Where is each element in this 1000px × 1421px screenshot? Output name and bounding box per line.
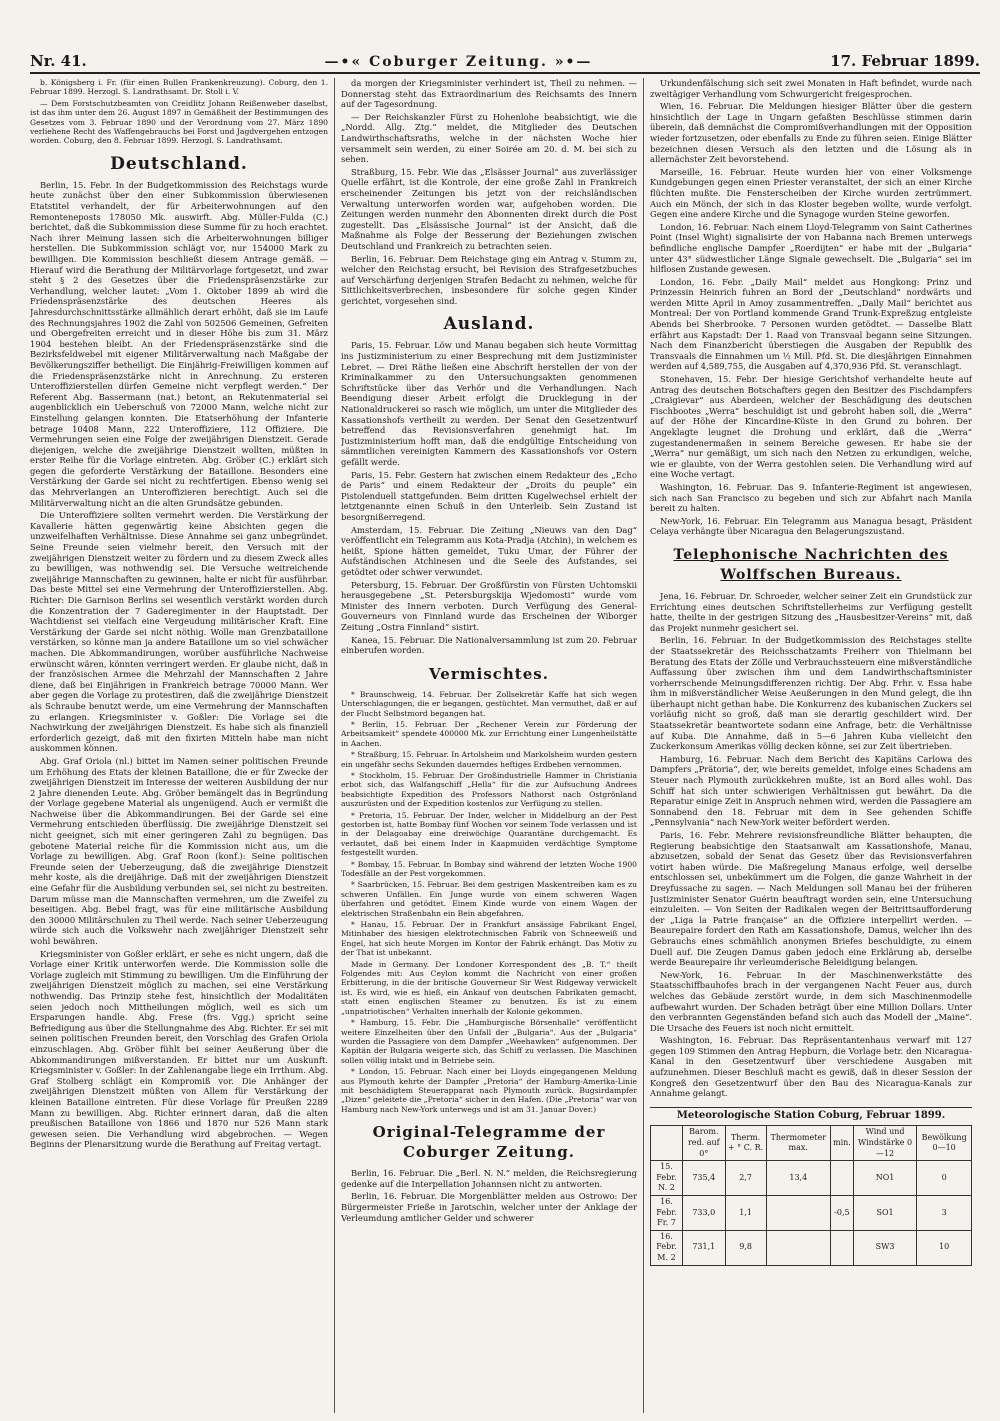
weather-col-header: Thermometer max. (766, 1126, 830, 1161)
news-item: * Hanau, 15. Februar. Der in Frankfurt ansässige Fabrikant Engel, Mitinhaber des hiesigen elektrotechnischen Fabrik von Schneeweiß und Engel, hat sich heute Morgen im Kontor der Fabrik erhängt. Das Motiv zu der That ist unbekannt. (341, 920, 637, 958)
weather-col-header (651, 1126, 683, 1161)
weather-cell: NO1 (853, 1161, 916, 1196)
article-paragraph: New-York, 16. Februar. In der Maschinenwerkstätte des Staatsschiffbauhofes brach in der vergangenen Nacht Feuer aus, durch welches das Gebäude zerstört wurde, in dem sich Maschinenmodelle aufbewahrt wurden. Der Schaden beträgt über eine Million Dollars. Unter den verbrannten Gegenständen befand sich auch das Modell der „Maine“. Die Ursache des Feuers ist noch nicht ermittelt. (650, 969, 972, 1033)
article-paragraph: da morgen der Kriegsminister verhindert ist, Theil zu nehmen. — Donnerstag steht das Extraordinarium des Reichsamts des Innern auf der Tagesordnung. (341, 78, 637, 110)
issue-number: Nr. 41. (30, 52, 87, 70)
article-paragraph: Paris, 15. Febr. Gestern hat zwischen einem Redakteur des „Echo de Paris“ und einem Redakteur der „Droits du peuple“ ein Pistolenduell stattgefunden. Beim dritten Kugelwechsel erhielt der letztgenannte einen Schuß in den Unterleib. Sein Zustand ist besorgnißerregend. (341, 469, 637, 522)
weather-cell: 735,4 (682, 1161, 725, 1196)
article-paragraph: Washington, 16. Februar. Das Repräsentantenhaus verwarf mit 127 gegen 109 Stimmen den Antrag Hepburn, die Vorlage betr. den Nicaragua-Kanal in den Gesetzentwurf über verschiedene Ausgaben mit aufzunehmen. Dieser Beschluß macht es gewiß, daß in dieser Session der Kongreß den Gesetzentwurf über den Bau des Nicaragua-Kanals zur Annahme gelangt. (650, 1035, 972, 1099)
weather-cell: 0 (917, 1161, 972, 1196)
weather-table-row (651, 1230, 972, 1265)
weather-table-row (651, 1196, 972, 1231)
weather-cell: 3 (917, 1196, 972, 1231)
section-heading-deutschland: Deutschland. (110, 153, 248, 174)
article-paragraph: Marseille, 16. Februar. Heute wurden hier von einer Volksmenge Kundgebungen gegen einen Priester veranstaltet, der sich an einer Kirche flüchten mußte. Die Fensterscheiben der Kirche wurden zertrümmert. Auch ein Mönch, der sich in das Kloster begeben wollte, wurde verfolgt. Gegen eine andere Kirche und die Synagoge wurden Steine geworfen. (650, 166, 972, 220)
weather-cell: 9,8 (725, 1230, 766, 1265)
weather-cell: 15. Febr. N. 2 (651, 1161, 683, 1196)
article-paragraph: Kanea, 15. Februar. Die Nationalversammlung ist zum 20. Februar einberufen worden. (341, 634, 637, 656)
weather-table-title: Meteorologische Station Coburg, Februar 1899. (650, 1107, 972, 1122)
weather-table (650, 1125, 972, 1265)
weather-cell: 16. Febr. M. 2 (651, 1230, 683, 1265)
weather-col-header: Barom. red. auf 0° (682, 1126, 725, 1161)
article-paragraph: Wien, 16. Februar. Die Meldungen hiesiger Blätter über die gestern hinsichtlich der Lage in Ungarn gefaßten Beschlüsse stimmen darin überein, daß demnächst die Compromißverhandlungen mit der Opposition wieder fortzusetzen, oder ebenfalls zu Ende zu führen seien. Einige Blätter bezeichnen diesen Versuch als den letzten und die Lösung als in allernächster Zeit bevorstehend. (650, 101, 972, 165)
weather-col-header: Bewölkung 0—10 (917, 1126, 972, 1161)
notice-forester: — Dem Forstschutzbeamten von Creidlitz Johann Reißenweber daselbst, ist das ihm unter dem 26. August 1897 in Gemäßheit der Bestimmungen des Gesetzes vom 3. Februar 1890 und der Verordnung vom 27. März 1890 verliehene Recht des Waffengebrauchs bei Forst und Jagdvergehen entzogen worden. Coburg, den 8. Februar 1899. Herzogl. S. Landrathsamt. (30, 98, 328, 146)
weather-cell: 733,0 (682, 1196, 725, 1231)
weather-col-header: min. (831, 1126, 854, 1161)
article-paragraph: Amsterdam, 15. Februar. Die Zeitung „Nieuws van den Dag“ veröffentlicht ein Telegramm aus Kota-Pradja (Atchin), in welchem es heißt, Spione hätten gemeldet, Tuku Umar, der Führer der Aufständischen Atchinesen und die Seele des Aufstandes, sei getödtet oder schwer verwundet. (341, 524, 637, 577)
weather-table-row (651, 1161, 972, 1196)
article-paragraph: Kriegsminister von Goßler erklärt, er sehe es nicht ungern, daß die Vorlage einer Kritik unterworfen werde. Die Kommission solle die Vorlage zugleich mit Stimmung zu bewilligen. Um die Einführung der zweijährigen Dienstzeit möglich zu machen, sei eine Verstärkung nothwendig. Das Prinzip stehe fest, hinsichtlich der Modalitäten seien jedoch noch Mittheilungen möglich, weil es sich um Ersparungen handle. Abg. Frese (frs. Vgg.) spricht seine Befriedigung aus über die Stellungnahme des Abg. Richter. Er sei mit seinen politischen Freunden bereit, den Vorschlag des Grafen Oriola einzuschlagen. Abg. Gröber fühlt bei seiner Aeußerung über die Abkommandirungen mißverstanden. Er bittet nur um Auskunft. Kriegsminister v. Goßler: In der Zahlenangabe liege ein Irrthum. Abg. Graf Stolberg schlägt ein Kompromiß vor. Die Anhänger der zweijährigen Dienstzeit müßten von Allem für Verstärkung der kleinen Bataillone eintreten. Für diese Vorlage für Preußen 2289 Mann zu bewilligen. Abg. Richter erinnert daran, daß die alten preußischen Bataillone von 1866 und 1870 nur 526 Mann stark gewesen seien. Die Verhandlung wird abgebrochen. — Wegen Beginns der Plenarsitzung wurde die Berathung auf Freitag vertagt. (30, 948, 328, 1150)
news-item: * Hamburg, 15. Febr. Die „Hamburgische Börsenhalle“ veröffentlicht weitere Einzelheiten über den Unfall der „Bulgaria“. Aus der „Bulgaria“ wurden die Passagiere von dem Dampfer „Weehawken“ aufgenommen. Der Kapitän der Bulgaria weigerte sich, das Schiff zu verlassen. Die Maschinen sollen völlig intakt und in Betriebe sein. (341, 1018, 637, 1065)
masthead (30, 48, 980, 74)
weather-cell: SW3 (853, 1230, 916, 1265)
weather-cell: 10 (917, 1230, 972, 1265)
section-heading-vermischtes: Vermischtes. (429, 664, 549, 683)
article-paragraph: Die Unteroffiziere sollten vermehrt werden. Die Verstärkung der Kavallerie hätten gegenwärtig keine Absichten gegen die unzweifelhaften Verhältnisse. Diese Annahme sei ganz unbegründet. Seine Freunde seien vielmehr bereit, den Versuch mit der zweijährigen Dienstzeit weiter zu fördern und zu diesem Zweck alles zu bewilligen, was nothwendig sei. Die Versuche weitreichende zweijährige Mannschaften zu gewinnen, halte er nicht für ausführbar. Das beste Mittel sei eine Vermehrung der Unteroffizierstellen. Abg. Richter: Die Garnison Berlins sei wesentlich verstärkt worden durch die Konzentration der 7 Gaderegimenter in der Hauptstadt. Der Wachtdienst sei vielfach eine Vergeudung militärischer Kraft. Eine Verstärkung der Garde sei nicht nöthig. Wolle man Grenzbataillone verstärken, so könne man ja andere Bataillone um so viel schwächer machen. Die Abkommandirungen, worüber ausführliche Nachweise erwünscht wären, könnten verringert werden. Er glaube nicht, daß in der französischen Armee die Mehrzahl der Mannschaften 2 Jahre diene, daß bei Einjährigen in Frankreich betrage 70000 Mann. Wer aber gegen die Vorlage zu protestiren, daß die zweijährige Dienstzeit als Schraube benutzt werde, um eine Vermehrung der Mannschaften zu erlangen. Kriegsminister v. Goßler: Die Vorlage sei die Nachwirkung der zweijährigen Dienstzeit. Es habe sich als finanziell erforderlich gezeigt, daß mit den fixirten Mitteln habe man nicht auskommen können. (30, 510, 328, 754)
news-item: * Stockholm, 15. Februar. Der Großindustrielle Hammer in Christiania erbot sich, das Walfangschiff „Hella“ für die zur Aufsuchung Andrees beabsichtigte Expedition des Professors Nathorst nach Ostgrönland auszurüsten und der Expedition kostenlos zur Verfügung zu stellen. (341, 770, 637, 809)
weather-cell: 731,1 (682, 1230, 725, 1265)
weather-cell: -0,5 (831, 1196, 854, 1231)
article-paragraph: Berlin, 16. Februar. In der Budgetkommission des Reichstages stellte der Staatssekretär des Reichsschatzamts Freiherr von Thielmann bei Beratung des Etats der Zölle und Verbrauchssteuern eine mißverständliche Auffassung über zwischen ihm und dem Landwirthschaftsminister vorherrschende Meinungsdifferenzen richtig. Der Abg. Frhr. v. Essa habe ihm in mißverständlicher Weise Aeußerungen in den Mund gelegt, die ihn überhaupt nicht gethan habe. Die Konkurrenz des kubanischen Zuckers sei vorläufig nicht so groß, daß man sie derartig geschildert wird. Der Staatssekretär beantwortete sodann eine Anfrage, betr. die Verhältnisse auf Kuba. Die Annahme, daß in 5—6 Jahren Kuba vielleicht den Zuckerkonsum Amerikas völlig decken könne, sei zur Zeit übertrieben. (650, 635, 972, 752)
weather-cell (831, 1230, 854, 1265)
article-paragraph: Paris, 15. Februar. Löw und Manau begaben sich heute Vormittag ins Justizministerium zu einer Besprechung mit dem Justizminister Lebret. — Drei Räthe ließen eine Abschrift herstellen der von der Kriminalkammer zu den Untersuchungsakten genommenen Schriftstücke über das Verhör und die Verhandlungen. Nach Beendigung dieser Arbeit erfolgt die Drucklegung in der Nationaldruckerei so rasch wie möglich, um unter die Mitglieder des Kassationshofs vertheilt zu werden. Der Senat den Gesetzentwurf betreffend das Revisionsverfahren genehmigt hat. Im Justizministerium hofft man, daß die endgültige Entscheidung von sämmtlichen vereinigten Kammern des Kassationshofs vor Ostern gefällt werde. (341, 340, 637, 467)
article-paragraph: — Der Reichskanzler Fürst zu Hohenlohe beabsichtigt, wie die „Nordd. Allg. Ztg.“ meldet, die Mitglieder des Deutschen Landwirthschaftsraths, welche in der nächsten Woche hier versammelt sein werden, zu einer Soirée am 20. d. M. bei sich zu sehen. (341, 111, 637, 165)
news-item: * Pretoria, 15. Februar. Der Inder, welcher in Middelburg an der Pest gestorben ist, hatte Bombay fünf Wochen vor seinem Tode verlassen und ist in der Delagoabay eine dreiwöchige Quarantäne durchgemacht. Es verlautet, daß bei einem Inder in Kaapmuiden verdächtige Symptome festgestellt wurden. (341, 810, 637, 858)
article-paragraph: Berlin, 15. Febr. In der Budgetkommission des Reichstags wurde heute zunächst über den einer Subkommission überwiesenen Etatstitel verhandelt, der für Arbeiterwohnungen auf den Remonteneposts 178050 Mk. auswirft. Abg. Müller-Fulda (C.) berichtet, daß die Subkommission diese Summe für zu hoch erachtet. Nach ihrer Meinung lassen sich die Arbeiterwohnungen billiger herstellen. Die Subkommission schlägt vor, nur 154000 Mark zu bewilligen. Die Kommission beschließt diesem Antrage gemäß. — Hierauf wird die Berathung der Militärvorlage fortgesetzt, und zwar steht § 2 des Gesetzes über die Friedenspräsenzstärke zur Verhandlung, welcher lautet: „Vom 1. Oktober 1899 ab wird die Friedenspräsenzstärke des deutschen Heeres als Jahresdurchschnittsstärke allmählich derart erhöht, daß sie im Laufe des Rechnungsjahres 1902 die Zahl von 502506 Gemeinen, Gefreiten und Obergefreiten erreicht und in dieser Höhe bis zum 31. März 1904 bestehen bleibt. An der Friedenspräsenzstärke sind die Bezirksfeldwebel mit eigener Militärverwaltung nach Maßgabe der Bevölkerungsziffer betheiligt. Die Einjährig-Freiwilligen kommen auf die Friedenspräsenzstärke nicht in Anrechnung. Zu ersteren Unteroffizierstellen dürfen Gemeine nicht verpflegt werden.“ Der Referent Abg. Bassermann (nat.) betont, an Rekutenmaterial sei augenblicklich ein Ueberschuß von 72000 Mann, welche nicht zur Einstellung gelangen konnten. Die Etatserhöhung der Infanterie betrage 10408 Mann, 222 Unteroffiziere, 112 Offiziere. Die Vermehrungen seien eine Folge der zweijährigen Dienstzeit. Gerade diejenigen, welche die zweijährige Dienstzeit wollten, müßten in erster Reihe für die Vorlage eintreten. Abg. Gröber (C.) erklärt sich gegen die geforderte Verstärkung der Bataillone. Besonders eine Verstärkung der Garde sei nicht zu rechtfertigen. Ebenso wenig sei das Mehrverlangen an Unteroffizieren berechtigt. Auch sei die Militärverwaltung nicht an die alten Grundsätze gebunden. (30, 179, 328, 508)
article-paragraph: Hamburg, 16. Februar. Nach dem Bericht des Kapitäns Carlowa des Dampfers „Prätoria“, der, wie bereits gemeldet, infolge eines Schadens am Steuer nach Plymouth zurückkehren mußte, ist an Bord alles wohl. Das Schiff hat sich unter schwierigen Verhältnissen gut bewährt. Da die Reparatur einige Zeit in Anspruch nehmen wird, werden die Passagiere am Sonnabend den 18. Februar mit dem in See gehenden Schiffe „Pennsylvania“ nach New-York weiter befördert werden. (650, 753, 972, 828)
article-paragraph: Paris, 16. Febr. Mehrere revisionsfreundliche Blätter behaupten, die Regierung beabsichtige den Staatsanwalt am Kassationshofe, Manau, abzusetzen, sobald der Senat das Gesetz über das Revisionsverfahren votirt haben würde. Die Maßregelung Manaus erfolge, weil derselbe entschlossen sei, unbekümmert um die Folgen, die ganze Wahrheit in der Dreyfussache zu sagen. — Nach Meldungen soll Manau bei der früheren Justizminister Senator Guérin beauftragt worden sein, eine Untersuchung einzuleiten. — Von Seiten der Radikalen wegen der Beitrittsaufforderung der „Liga la Patrie française“ an die Offiziere interpellirt werden. — Beaurepaire fordert den Rath am Kassationshofe, Damus, welcher ihn des Gebrauchs eines schmählich anonymen Briefes beschuldigte, zu einem Duell auf. Die Zeugen Damus gaben jedoch eine Erklärung ab, derselbe werde Beaurepaire ihr verleumderische Beleidigung belangen. (650, 830, 972, 968)
section-heading-telephonische-nachrichten: Telephonische Nachrichten des Wolffschen Bureaus. (673, 546, 949, 583)
news-item: Made in Germany. Der Londoner Korrespondent des „B. T.“ theilt Folgendes mit: Aus Ceylon kommt die Nachricht von einer großen Erbitterung, in die der britische Gouverneur Sir West Ridgeway verwickelt ist. Es wird, wie es hieß, ein Ankauf von deutschen Fabrikaten gemacht, statt einen englischen Steamer zu benutzen. Es ist zu einem „unpatriotischen“ Verhalten innerhalb der Kolonie gekommen. (341, 959, 637, 1016)
news-item: * Straßburg, 15. Februar. In Artolsheim und Markolsheim wurden gestern ein ungefähr sechs Sekunden dauerndes heftiges Erdbeben vernommen. (341, 750, 637, 769)
column-1 (30, 78, 335, 1413)
news-item: * Berlin, 15. Februar. Der „Rechener Verein zur Förderung der Arbeitsamkeit“ spendete 400000 Mk. zur Errichtung einer Lungenheilstätte in Aachen. (341, 719, 637, 748)
article-paragraph: New-York, 16. Februar. Ein Telegramm aus Managua besagt, Präsident Celaya verhängte über Nicaragua den Belagerungszustand. (650, 515, 972, 537)
weather-cell: SO1 (853, 1196, 916, 1231)
notice-intro: b. Königsberg i. Fr. (für einen Bullen Frankenkreuzung). Coburg, den 1. Februar 1899. Herzogl. S. Landrathsamt. Dr. Stoll i. V. (30, 78, 328, 97)
weather-cell (766, 1196, 830, 1231)
weather-table-header-row (651, 1126, 972, 1161)
section-heading-ausland: Ausland. (443, 314, 535, 335)
article-paragraph: Urkundenfälschung sich seit zwei Monaten in Haft befindet, wurde nach zweitägiger Verhandlung vom Schwurgericht freigesprochen. (650, 78, 972, 99)
weather-cell (766, 1230, 830, 1265)
weather-cell (831, 1161, 854, 1196)
article-paragraph: London, 16. Februar. Nach einem Lloyd-Telegramm von Saint Catherines Point (Insel Wight) signalisirte der von Habanna nach Bremen unterwegs befindliche englische Dampfer „Roerdijten“ er habe mit der „Bulgaria“ unter 43° südwestlicher Länge Signale gewechselt. Die „Bulgaria“ sei im hilflosen Zustande gewesen. (650, 221, 972, 275)
article-paragraph: London, 16. Febr. „Daily Mail“ meldet aus Hongkong: Prinz und Prinzessin Heinrich fuhren an Bord der „Deutschland“ nordwärts und werden Mitte April in Amoy zusammentreffen. „Daily Mail“ berichtet aus Montreal: Der von Portland kommende Grand Trunk-Expreßzug entgleiste Abends bei Sherbrooke. 7 Personen wurden getödtet. — Dasselbe Blatt erfährt aus Kapstadt: Der 1. Raad von Transvaal begann seine Sitzungen. Nach dem Finanzbericht überstiegen die Ausgaben der Republik des Transvaals die Einnahmen um ½ Mill. Pfd. St. Die diesjährigen Einnahmen werden auf 4,589,755, die Ausgaben auf 4,370,936 Pfd. St. veranschlagt. (650, 276, 972, 372)
issue-date: 17. Februar 1899. (830, 52, 980, 70)
section-heading-original-telegramme: Original-Telegramme der Coburger Zeitung. (372, 1123, 606, 1162)
news-item: * London, 15. Februar. Nach einer bei Lloyds eingegangenen Meldung aus Plymouth kehrte der Dampfer „Pretoria“ der Hamburg-Amerika-Linie mit beschädigtem Steuerapparat nach Plymouth zurück. Bugsirdampfer „Dizen“ geleitete die „Pretoria“ sicher in den Hafen. (Die „Pretoria“ war von Hamburg nach New-York unterwegs und ist am 31. Januar Dover.) (341, 1067, 637, 1114)
newspaper-title: —•« Coburger Zeitung. »•— (324, 54, 593, 70)
news-item: * Braunschweig, 14. Februar. Der Zollsekretär Kaffe hat sich wegen Unterschlagungen, die er begangen, gestüchtet. Man vermuthet, daß er auf der Flucht Selbstmord begangen hat. (341, 689, 637, 718)
column-2 (341, 78, 644, 1413)
article-paragraph: Abg. Graf Oriola (nl.) bittet im Namen seiner politischen Freunde um Erhöhung des Etats der kleinen Bataillone, die er für Zwecke der zweijährigen Dienstzeit im Interesse der weiteren Ausbildung der nur 2 Jahre dienenden Leute. Abg. Gröber bemängelt das in Begründung der Vorlage gegebene Material als ungenügend. Auch er vermißt die Nachweise über die Abkommandirungen. Bei der Garde sei eine Vermehrung entschieden überflüssig. Die zweijährige Dienstzeit sei nicht geeignet, sich mit einer geringeren Zahl zu begnügen. Das gebotene Material reiche für die Kommission nicht aus, um die Vorlage zu bewilligen. Abg. Graf Roon (konf.): Seine politischen Freunde seien der Ueberzeugung, daß die zweijährige Dienstzeit mehr koste, als die dreijährige. Daß mit der zweijährigen Dienstzeit eine Gefahr für die Ausbildung verbunden sei, sei nicht zu bestreiten. Darum müsse man die Mannschaften vermehren, um die Zweifel zu beseitigen. Abg. Bebel fragt, was für eine militärische Ausbildung den 30000 Militärschulen zu Theil werde. Nach seiner Ueberzeugung würde sich auch die Volkswehr nach zweijähriger Dienstzeit sehr wohl bewähren. (30, 755, 328, 946)
weather-col-header: Wind und Windstärke 0—12 (853, 1126, 916, 1161)
article-paragraph: Jena, 16. Februar. Dr. Schroeder, welcher seiner Zeit ein Grundstück zur Errichtung eines deutschen Schriftstellerheims zur Verfügung gestellt hatte, theilte in der gestrigen Sitzung des „Hausbesitzer-Vereins“ mit, daß das Projekt nunmehr gesichert sei. (650, 590, 972, 633)
weather-cell: 13,4 (766, 1161, 830, 1196)
article-paragraph: Straßburg, 15. Febr. Wie das „Elsässer Journal“ aus zuverlässiger Quelle erfährt, ist die Kontrole, der eine große Zahl in Frankreich erscheinender Zeitungen bis jetzt von der reichsländischen Verwaltung unterworfen worden war, aufgehoben worden. Die Zeitungen werden nunmehr den Abonnenten direkt durch die Post zugestellt. Das „Elsässische Journal“ ist der Ansicht, daß die Maßnahme als Folge der Besserung der Beziehungen zwischen Deutschland und Frankreich zu betrachten seien. (341, 166, 637, 251)
weather-cell: 2,7 (725, 1161, 766, 1196)
column-3 (650, 78, 972, 1413)
article-paragraph: Berlin, 16. Februar. Die „Berl. N. N.“ melden, die Reichsregierung gedenke auf die Interpellation Johannsen nicht zu antworten. (341, 1168, 637, 1189)
weather-cell: 1,1 (725, 1196, 766, 1231)
news-item: * Saarbrücken, 15. Februar. Bei dem gestrigen Maskentreiben kam es zu schweren Unfällen. Ein Junge wurde von einem schweren Wagen überfahren und getödtet. Einem Kinde wurde von einem Wagen der elektrischen Straßenbahn ein Bein abgefahren. (341, 880, 637, 918)
article-paragraph: Berlin, 16. Februar. Die Morgenblätter melden aus Ostrowo: Der Bürgermeister Frieße in Jarotschin, welcher unter der Anklage der Verleumdung amtlicher Gelder und schwerer (341, 1191, 637, 1223)
article-paragraph: Washington, 16. Februar. Das 9. Infanterie-Regiment ist angewiesen, sich nach San Francisco zu begeben und sich zur Abfahrt nach Manila bereit zu halten. (650, 481, 972, 514)
news-item: * Bombay, 15. Februar. In Bombay sind während der letzten Woche 1900 Todesfälle an der Pest vorgekommen. (341, 859, 637, 878)
article-paragraph: Berlin, 16. Februar. Dem Reichstage ging ein Antrag v. Stumm zu, welcher den Reichstag ersucht, bei Revision des Strafgesetzbuches auf Verschärfung derjenigen Strafen Bedacht zu nehmen, welche für Sittlichkeitsverbrechen, insbesondere für solche gegen Kinder gerichtet, vorgesehen sind. (341, 253, 637, 306)
article-paragraph: Petersburg, 15. Februar. Der Großfürstin von Fürsten Uchtomskii herausgegebene „St. Petersburgskija Wjedomosti“ wurde vom Minister des Innern verboten. Durch Verfügung des General-Gouverneurs von Finnland wurde das Erscheinen der Wiborger Zeitung „Ostra Finnland“ sistirt. (341, 579, 637, 632)
weather-cell: 16. Febr. Fr. 7 (651, 1196, 683, 1231)
weather-col-header: Therm. + ° C. R. (725, 1126, 766, 1161)
article-paragraph: Stonehaven, 15. Febr. Der hiesige Gerichtshof verhandelte heute auf Antrag des deutschen Botschafters gegen den Besitzer des Fischdampfers „Craigievar“ aus Aberdeen, welcher der Beschädigung des deutschen Fischbootes „Werra“ beschuldigt ist und gebroht haben soll, die „Werra“ auf der Höhe der Kincardine-Küste in den Grund zu bohren. Der Angeklagte leugnet die Drohung und erklärt, daß die „Werra“ zugestandenermaßen in seinem Bereiche gewesen. Er habe sie der „Werra“ nur gemäßigt, um sich nach den Netzen zu erkundigen, welche, wie er glaubte, von der Werra gestohlen seien. Die Verhandlung wird auf eine Woche vertagt. (650, 374, 972, 480)
